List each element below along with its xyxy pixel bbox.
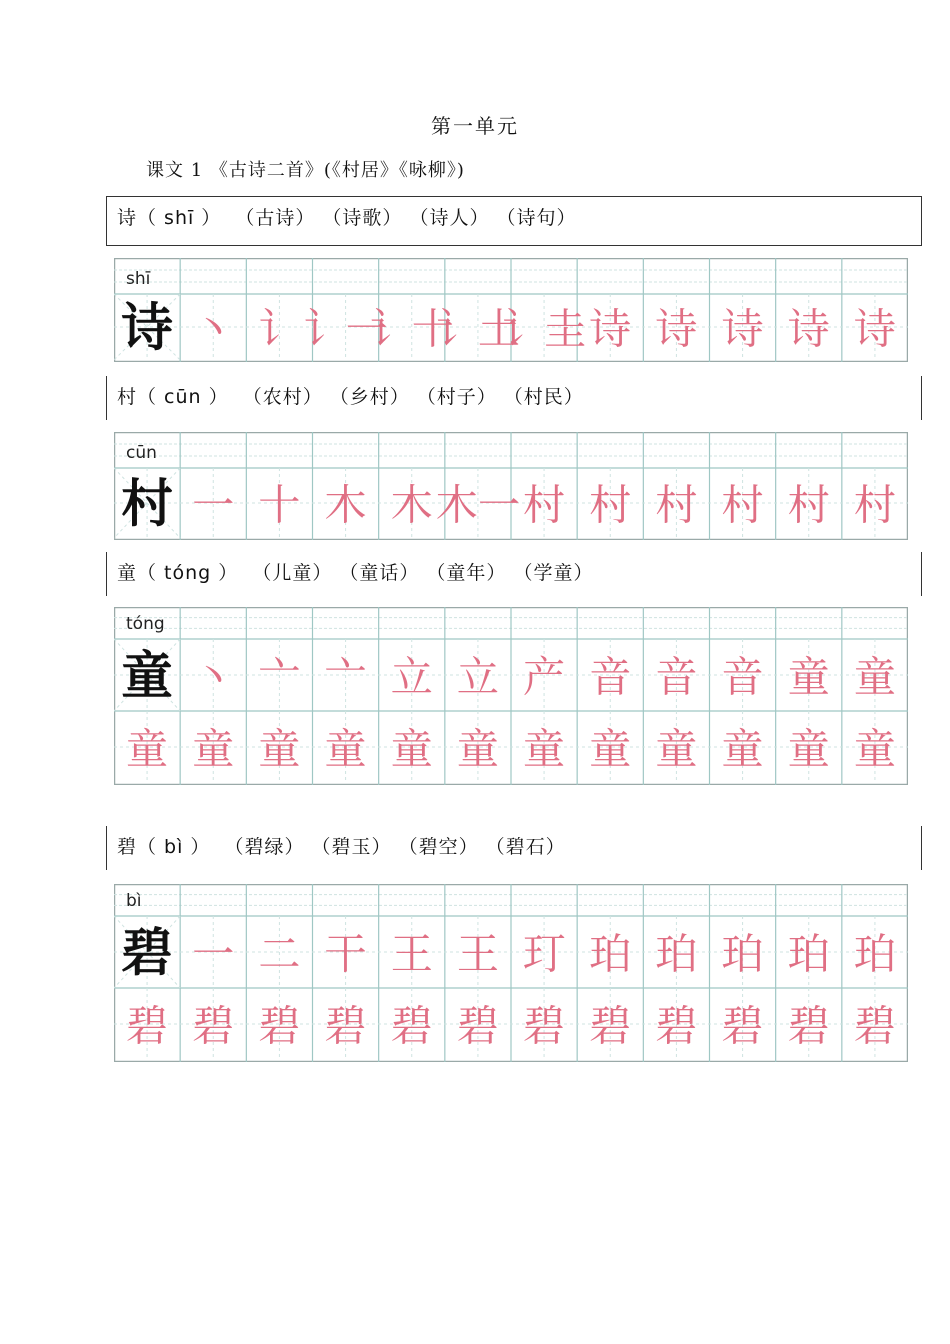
stroke-step: 珀: [721, 929, 764, 979]
stroke-step: 珀: [589, 929, 632, 979]
stroke-step: 音: [655, 652, 698, 702]
practice-character: 童: [390, 724, 433, 774]
pinyin-label: cūn: [126, 443, 157, 463]
pinyin-label: bì: [126, 891, 142, 911]
stroke-step: 讠一: [303, 304, 388, 354]
stroke-step: 木: [390, 480, 433, 530]
practice-character: 童: [456, 724, 500, 774]
stroke-grid-tong: [114, 607, 908, 785]
practice-character: 童: [853, 724, 897, 774]
stroke-step: 诗: [787, 304, 830, 354]
stroke-step: 十: [258, 480, 301, 530]
vocab-text: 诗（ shī ） （古诗） （诗歌） （诗人） （诗句）: [117, 207, 577, 229]
practice-character: 童: [258, 724, 301, 774]
stroke-step: 音: [589, 652, 632, 702]
model-character: 诗: [121, 298, 173, 359]
stroke-step: 诗: [853, 304, 897, 354]
stroke-step: 诗: [655, 304, 698, 354]
practice-character: 碧: [787, 1001, 830, 1051]
stroke-grid-shi: [114, 258, 908, 362]
model-character: 碧: [121, 923, 173, 984]
vocab-text: 童（ tóng ） （儿童） （童话） （童年） （学童）: [117, 562, 594, 584]
practice-character: 童: [787, 724, 830, 774]
practice-character: 童: [721, 724, 764, 774]
stroke-step: 童: [787, 652, 830, 702]
practice-character: 童: [655, 724, 698, 774]
practice-character: 碧: [721, 1001, 764, 1051]
stroke-step: 立: [456, 652, 500, 702]
pinyin-label: shī: [126, 269, 151, 289]
practice-character: 碧: [192, 1001, 235, 1051]
stroke-step: 丶: [192, 652, 235, 702]
practice-character: 碧: [456, 1001, 500, 1051]
stroke-step: 亠: [258, 652, 301, 702]
stroke-step: 丶: [192, 304, 235, 354]
stroke-step: 珀: [655, 929, 698, 979]
vocab-line-tong: [106, 552, 922, 596]
stroke-step: 王: [390, 929, 433, 979]
stroke-step: 村: [853, 480, 897, 530]
stroke-step: 一: [192, 929, 235, 979]
stroke-step: 音: [721, 652, 764, 702]
stroke-step: 讠土: [435, 304, 521, 354]
practice-character: 碧: [589, 1001, 632, 1051]
vocab-line-cun: [106, 376, 922, 420]
stroke-step: 立: [390, 652, 433, 702]
stroke-step: 讠十: [369, 304, 454, 354]
practice-character: 碧: [258, 1001, 301, 1051]
model-character: 童: [121, 646, 173, 707]
stroke-step: 村: [522, 480, 566, 530]
practice-character: 童: [522, 724, 566, 774]
stroke-step: 珀: [853, 929, 897, 979]
stroke-step: 木一: [435, 480, 521, 530]
stroke-step: 诗: [721, 304, 764, 354]
vocab-line-shi: [106, 196, 922, 246]
stroke-step: 干: [324, 929, 367, 979]
stroke-step: 村: [721, 480, 764, 530]
vocab-text: 碧（ bì ） （碧绿） （碧玉） （碧空） （碧石）: [117, 836, 566, 858]
stroke-step: 童: [853, 652, 897, 702]
stroke-step: 王: [456, 929, 500, 979]
stroke-step: 诗: [589, 304, 632, 354]
stroke-step: 村: [787, 480, 830, 530]
practice-character: 碧: [853, 1001, 897, 1051]
stroke-step: 玎: [522, 929, 566, 979]
stroke-step: 一: [192, 480, 235, 530]
pinyin-label: tóng: [126, 614, 165, 634]
stroke-step: 木: [324, 480, 367, 530]
stroke-step: 讠: [258, 304, 301, 354]
practice-character: 碧: [390, 1001, 433, 1051]
vocab-line-bi: [106, 826, 922, 870]
practice-character: 童: [192, 724, 235, 774]
practice-character: 碧: [655, 1001, 698, 1051]
unit-title: 第一单元: [431, 114, 519, 138]
practice-character: 童: [324, 724, 367, 774]
practice-character: 童: [125, 724, 169, 774]
stroke-grid-cun: [114, 432, 908, 540]
model-character: 村: [121, 474, 173, 535]
practice-character: 碧: [522, 1001, 566, 1051]
stroke-step: 亠: [324, 652, 367, 702]
stroke-step: 二: [258, 929, 301, 979]
practice-character: 童: [589, 724, 632, 774]
stroke-step: 产: [522, 652, 566, 702]
lesson-title: 课文 1 《古诗二首》(《村居》《咏柳》): [146, 160, 465, 181]
stroke-step: 珀: [787, 929, 830, 979]
vocab-text: 村（ cūn ） （农村） （乡村） （村子） （村民）: [117, 386, 584, 408]
stroke-step: 村: [655, 480, 698, 530]
stroke-step: 村: [589, 480, 632, 530]
stroke-grid-bi: [114, 884, 908, 1062]
practice-character: 碧: [125, 1001, 169, 1051]
practice-character: 碧: [324, 1001, 367, 1051]
stroke-step: 讠圭: [501, 304, 587, 354]
